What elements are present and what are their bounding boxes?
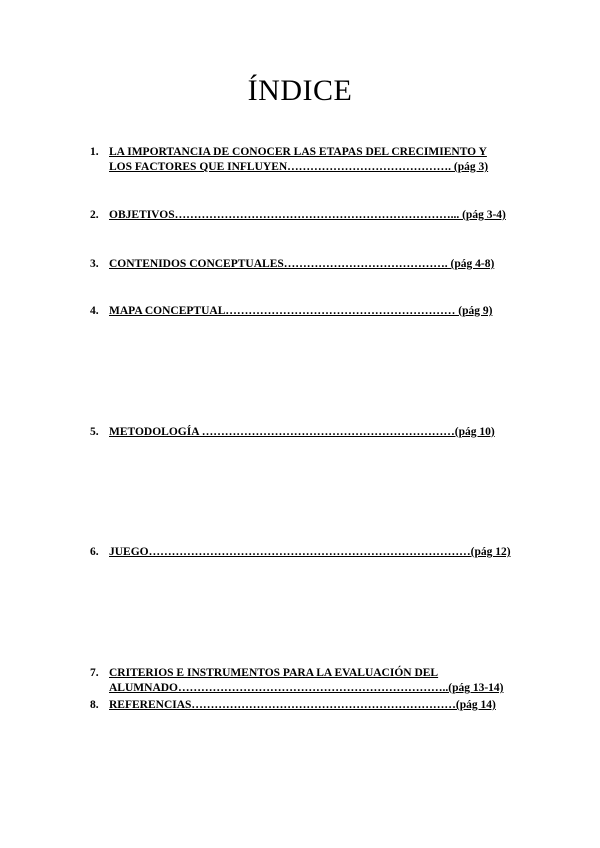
toc-line: METODOLOGÍA …………………………………………………………(pág 10)	[109, 426, 495, 438]
toc-number: 8.	[90, 699, 99, 711]
toc-line: CONTENIDOS CONCEPTUALES……………………………………. (pág 4-8)	[109, 258, 495, 270]
toc-title	[109, 545, 511, 560]
toc-title	[109, 145, 488, 175]
toc-title	[109, 208, 506, 223]
toc-title	[109, 425, 495, 440]
toc-title	[109, 257, 494, 272]
toc-number: 5.	[90, 426, 99, 438]
toc-line: CRITERIOS E INSTRUMENTOS PARA LA EVALUACIÓN DEL	[109, 667, 439, 679]
toc-line: ALUMNADO……………………………………………………………..(pág 13-14)	[109, 682, 504, 694]
toc-line: LA IMPORTANCIA DE CONOCER LAS ETAPAS DEL CRECIMIENTO Y	[109, 146, 487, 158]
toc-title	[109, 304, 492, 319]
toc-line: REFERENCIAS……………………………………………………………(pág 14)	[109, 699, 496, 711]
toc-title	[109, 698, 496, 713]
toc-line: JUEGO…………………………………………………………………………(pág 12)	[109, 546, 511, 558]
toc-title	[109, 666, 504, 696]
toc-line: OBJETIVOS………………………………………………………………... (pág 3-4)	[109, 209, 506, 221]
toc-number: 6.	[90, 546, 99, 558]
toc-number: 1.	[90, 146, 99, 158]
toc-number: 4.	[90, 305, 99, 317]
toc-number: 2.	[90, 209, 99, 221]
toc-number: 3.	[90, 258, 99, 270]
toc-line: MAPA CONCEPTUAL…………………………………………………… (pág 9)	[109, 305, 493, 317]
page-title: ÍNDICE	[247, 74, 353, 107]
toc-number: 7.	[90, 667, 99, 679]
toc-line: LOS FACTORES QUE INFLUYEN……………………………………. (pág 3)	[109, 161, 489, 173]
